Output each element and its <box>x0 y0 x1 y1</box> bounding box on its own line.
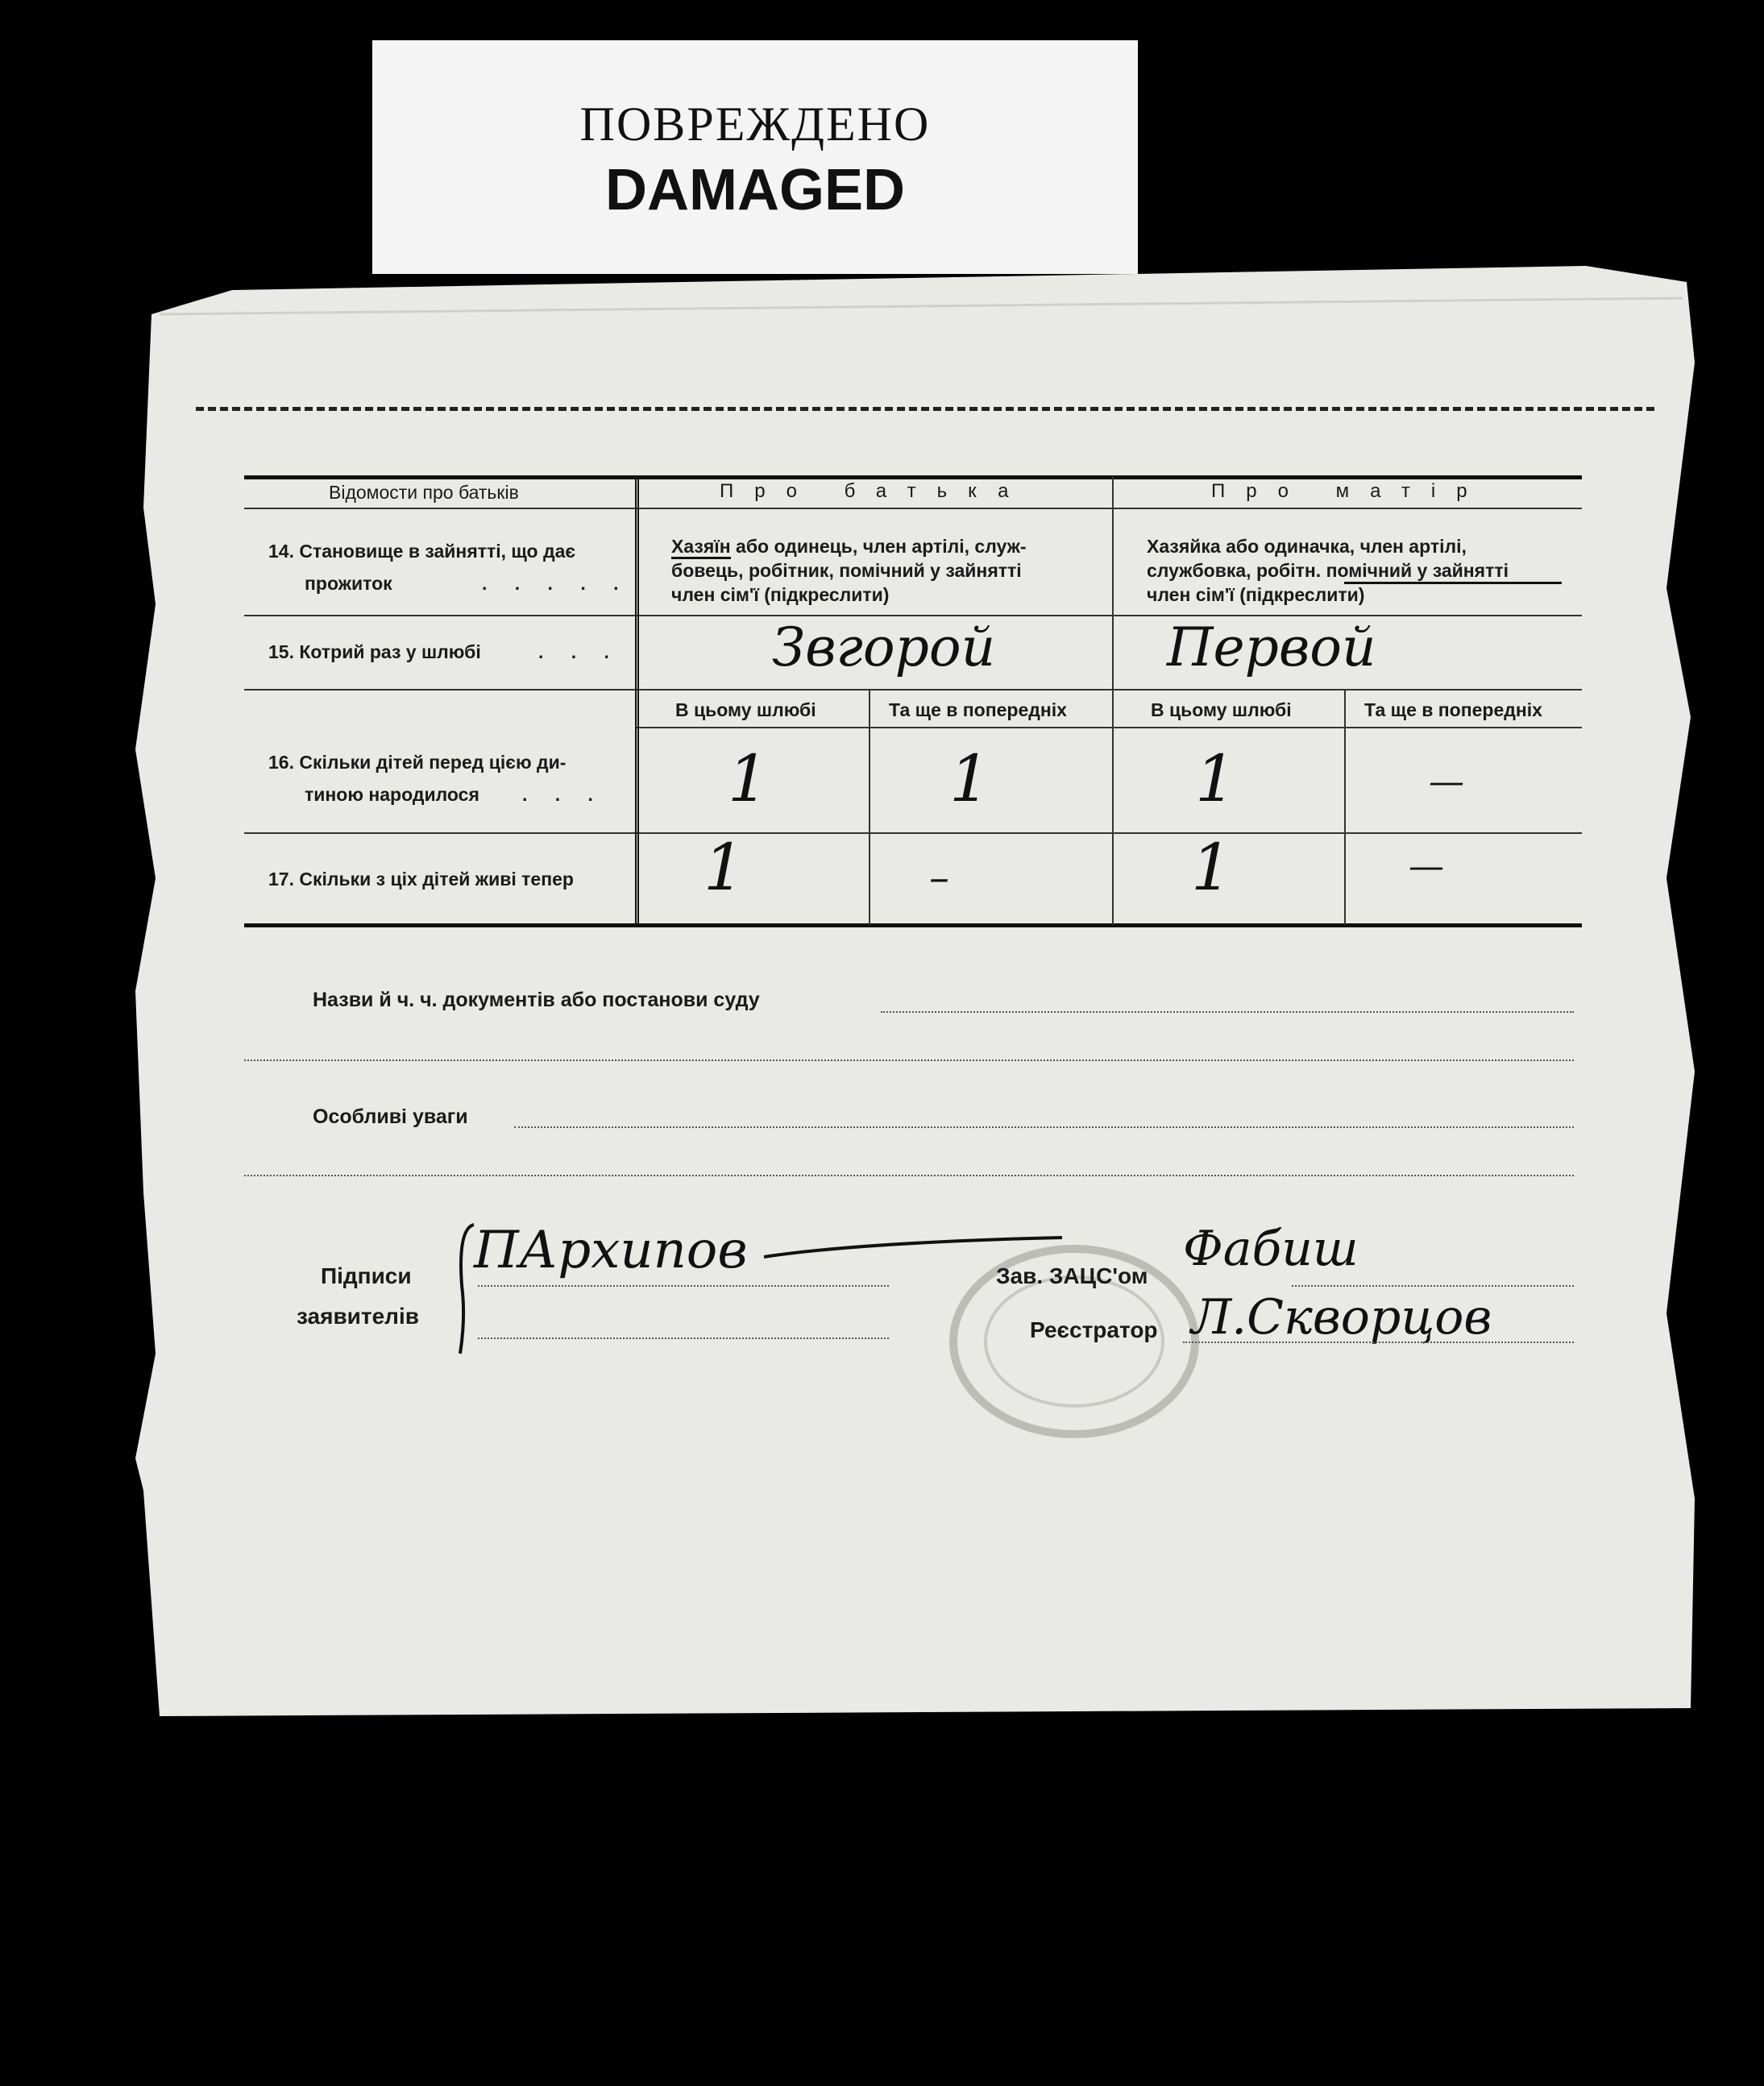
head-sign-line <box>1292 1285 1574 1287</box>
mother-underline-mark <box>1344 582 1562 584</box>
row17-father-prev: – <box>929 854 949 901</box>
header-about-mother: Про матір <box>1211 480 1488 502</box>
applicants-signatures-label-1: Підписи <box>321 1263 412 1288</box>
row17-label: 17. Скільки з ціх дітей живі тепер <box>268 869 574 890</box>
row15-mother-handwriting: Первой <box>1167 616 1376 678</box>
row14-father-line3: член сім'ї (підкреслити) <box>671 584 890 605</box>
row15-label: 15. Котрий раз у шлюбі <box>268 641 481 662</box>
perforation-line <box>196 407 1654 411</box>
row16-mother-prev: — <box>1429 761 1464 802</box>
row17-father-this: 1 <box>704 830 745 905</box>
subheader-mother-prev: Та ще в попередніх <box>1364 699 1542 720</box>
row14-father-line2: бовець, робітник, помічний у зайнятті <box>671 560 1022 581</box>
row14-mother-line1: Хазяйка або одиначка, член артілі, <box>1147 536 1467 557</box>
applicant-sign-line-2 <box>478 1337 889 1339</box>
row14-father-line1 <box>671 533 1027 559</box>
row14-label: 14. Становище в зайнятті, що дає <box>268 541 576 562</box>
subheader-mother-this: В цьому шлюбі <box>1151 699 1292 720</box>
row14-mother-line2: службовка, робітн. помічний у зайнятті <box>1147 560 1509 581</box>
table-bottom-rule <box>244 923 1582 927</box>
court-documents-label: Назви й ч. ч. документів або постанови суду <box>313 989 760 1011</box>
applicants-signatures-label-2: заявителів <box>297 1304 419 1329</box>
col-divider-1 <box>635 477 639 925</box>
registrar-sign-line <box>1183 1342 1574 1343</box>
header-about-father: Про батька <box>720 480 1030 502</box>
damaged-label-card <box>372 40 1138 274</box>
registrar-label: Реєстратор <box>1030 1317 1158 1342</box>
remarks-label: Особливі уваги <box>313 1105 468 1128</box>
remarks-line-2 <box>244 1175 1574 1176</box>
damaged-label-ru: ПОВРЕЖДЕНО <box>579 97 931 151</box>
row16-mother-this: 1 <box>1195 741 1236 816</box>
damaged-label-en: DAMAGED <box>605 158 905 222</box>
row14-mother-line3: член сім'ї (підкреслити) <box>1147 584 1365 605</box>
head-zags-signature: Фабиш <box>1183 1221 1359 1277</box>
row15-dots: . . . <box>538 641 621 662</box>
row14-label-2: прожиток <box>305 573 392 594</box>
father-underlined-choice: Хазяїн <box>671 536 731 559</box>
registrar-signature: Л.Скворцов <box>1191 1289 1492 1346</box>
header-parents-info: Відомости про батьків <box>329 482 519 503</box>
row17-mother-prev: — <box>1409 846 1444 887</box>
court-documents-line-1 <box>881 1011 1574 1013</box>
table-header-rule <box>244 508 1582 509</box>
head-zags-label: Зав. ЗАЦС'ом <box>996 1263 1148 1288</box>
row17-mother-this: 1 <box>1191 830 1232 905</box>
court-documents-line-2 <box>244 1060 1574 1061</box>
row15-rule <box>244 689 1582 690</box>
applicant-sign-line-1 <box>478 1285 889 1287</box>
subheader-father-prev: Та ще в попередніх <box>889 699 1067 720</box>
row14-dots: . . . . . <box>482 573 630 594</box>
row16-father-prev: 1 <box>949 741 990 816</box>
row16-label: 16. Скільки дітей перед цією ди- <box>268 752 567 773</box>
row15-father-handwriting: Звгорой <box>772 616 996 678</box>
col-divider-father-sub <box>869 689 870 925</box>
row16-rule <box>244 832 1582 834</box>
col-divider-mother-sub <box>1344 689 1346 925</box>
document-sheet <box>135 266 1695 1716</box>
applicant-signature: ПАрхипов <box>474 1221 748 1280</box>
subheader-father-this: В цьому шлюбі <box>675 699 816 720</box>
remarks-line-1 <box>514 1126 1574 1128</box>
row16-label-2: тиною народилося <box>305 784 479 805</box>
subheader-rule <box>635 727 1582 728</box>
father-line1-rest: або одинець, член артілі, служ- <box>736 536 1027 557</box>
row16-father-this: 1 <box>728 741 769 816</box>
row16-dots: . . . <box>522 784 604 805</box>
col-divider-2 <box>1112 477 1114 925</box>
